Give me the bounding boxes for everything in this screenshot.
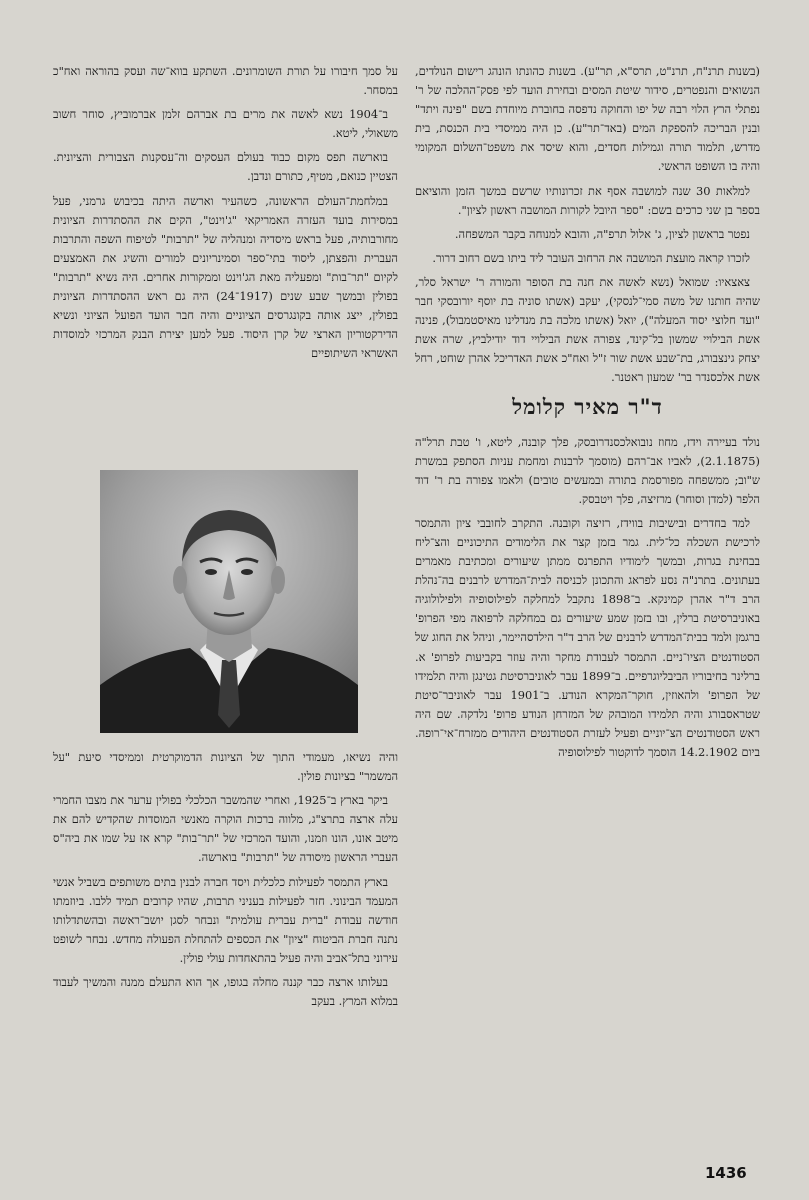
portrait-photo-icon: [100, 470, 358, 733]
bio-title: ד"ר מאיר קלומל: [512, 393, 663, 419]
page-number: 1436: [705, 1164, 747, 1182]
paragraph: (בשנות תרנ"ח, תרנ"ט, תרס"א, תר"ע). בשנות כהונתו הונהג רישום הנולדים, הנשואים והנפטרים, סידור שיטת המסים ובחירת הועד לפי פסק־ההלכה של ר' נפתלי הרץ הלוי רבה של יפו והחוקה נדפסה בחוברת מיוחדת בשם "פינה ויתד" ובנין הבריכה להספקת המים (באד־תר"ע). כן היה ממיסדי בית הכנסת, בית מדרש, תלמוד תורה וגמילות חסדים, והוא שיסד את משפט־השלום המקומי והיה בו השופט הראשי.: [415, 64, 760, 174]
paragraph: למד בחדרים ובישיבות בווידז, רזיצה וקובנה. התקרב לחובבי ציון והתמסר לרכישת השכלה כל־לית. גמר בזמן קצר את הלימודים התיכוניים והצ־ליח בבחינת בגרות, ובמשך לימודיו התפרנס ממתן שיעורים ומכתיבת מאמרים בעתונים. בתרנ"ה נסע לפראג והתכונן לכניסה לבית־המדרש לרבנים בה־נהלת הרב ד"ר אהרן קמינקא. ב־1898 נתקבל למחלקה לפילוסופיה ולפילולוגיה באוניברסיטת ברלין, ובו בזמן שמע שיעורים גם במחלקה לרפואה מפי הפרופ' ברגמן ולמד בבית־המדרש לרבנים של הרב ד"ר הילדסהיימר, וניהל את החוג של הסטודנטים הציו־ניים. התמסר לעבודת מחקר והיה עוזר בקביעות לפרופ' א. ברלינר בחיבוריו הביבליוגרפיים. ב־1899 עבר לאוניברסיטת גטינגן והיה תלמידו של הפרופ' ולהאוזין, חוקר־המקרא הנודע. ב־1901 עבר לאוניבר־סיטת שטראסבורג והיה תלמידו המובהק של המזרחן הנודע פרופ' נלדקה. שם היה ראש הסטודנטים הצ־יוניים ופעיל לעזרת הסטודנטים היהודים ממזרח־אי־רופה. ביום 14.2.1902 הוסמך לדוקטור לפילוסופיה: [415, 515, 760, 759]
left-column-top: [53, 62, 398, 363]
portrait-svg: [100, 470, 358, 733]
paragraph: נולד בעיירה וידז, מחוז נובואלכסנדרובסק, פלך קובנה, ליטא, ו' טבת תרל"ה (2.1.1875), לאביו אב־רהם (מוסמך לרבנות ומחמת עניות הסתפק במשרת ש"וב; ממשפחה מפורסמת בתורה ובמעשים טובים) ולאמו צפורה בת ר' דוד הלפר (למדן וסוחר) מרזיצה, פלך ויטבסק.: [415, 434, 760, 506]
left-column: [53, 62, 398, 368]
paragraph: למלאות 30 שנה למושבה אסף את זכרונותיו שרשם במשך הזמן והוציאם בספר בן שני כרכים בשם: "ספר היובל לקורות המושבה ראשון לציון".: [415, 183, 760, 217]
paragraph: והיה נשיאו, מעמודי התוך של הציונות הדמוקרטית וממיסדי סיעת "על המשמר" בציונות פולין.: [53, 750, 398, 784]
paragraph: צאצאיו: שמואל (נשא לאשה את חנה בת הסופר והמורה ר' ישראל סלר, שהיה חותנו של משה סמי־לנסקי), יעקב (אשתו סוניה בת יוסף יורובסקי חבר "ועד חלוצי יסוד המעלה"), יואל (אשתו מלכה בת מנדלינו מאיסטמבול), פנינה אשת הבילויי שמשון בל־קינד, צפורה אשת הבילויי דוד יודילביץ, שרה אשת יצחק גינצבורג, בת־שבע אשת שור ז"ל ואח"כ אשת האדריכל אהרן שוחט, רחל אשת אלכסנדר בר' שמעון ראטנר.: [415, 274, 760, 385]
paragraph: לזכרו קראה מועצת המושבה את הרחוב העובר ליד ביתו בשם רחוב דרור.: [432, 250, 750, 265]
left-column-bottom: [53, 748, 398, 1016]
paragraph: נפטר בראשון לציון, ג' אלול תרפ"ה, והובא למנוחה בקבר המשפחה.: [454, 226, 750, 241]
paragraph: על סמך חיבורו על תורת השומרונים. השתקע בווא־שה ועסק בהוראה ואח"כ במסחר.: [53, 64, 398, 98]
paragraph: בעלותו ארצה כבר קננה מחלה בגופו, אך הוא התעלם ממנה והמשיך לעבוד במלוא המרץ. בעקב: [53, 975, 398, 1009]
right-column: [415, 62, 760, 767]
paragraph: ב־1904 נשא לאשה את מרים בת אברהם זלמן אברמוביץ, סוחר חשוב משאולי, ליטא.: [53, 107, 398, 141]
paragraph: ביקר בארץ ב־1925, ואחרי שהמשבר הכלכלי בפולין ערער את מצבו החמרי עלה ארצה בתרצ"ג, מלווה ברכות הוקרה מאנשי המוסדות שהקדיש להם את מיטב אונו, הונו וזמנו, והועד המרכזי של "תר־בות" קרא אז על שמו את ביה"ס העברי הראשון מיסודה של "תרבות" בוארשה.: [53, 793, 398, 865]
paragraph: בוארשה תפס מקום כבוד בעולם העסקים וה־עסקנות הצבורית והציונית. הצטיין כנואם, מטיף, כתורם ונדבן.: [53, 150, 398, 184]
paragraph: במלחמת־העולם הראשונה, כשהעיר וארשה היתה בכיבוש גרמני, פעל במסירות בועד העזרה האמריקאי "ג'וינט", הקים את ההסתדרות הציונית מחורבותיה, פעל בראש מיסדיה ומנהליה של "תרבות" לטיפוח השפה והתרבות העברית והפצתן, ליסוד בתי־ספר וסמינריונים למורים והשיג את האמצעים לקיום "תר־בות" ומפעליה מאת הג'וינט וממקורות אחרים. היה נשיא "תרבות" בפולין ובמשך שבע שנים (1917־24) היה גם ראש ההסתדרות הציונית בפולין, ייצג אותה בקונגרסים הציוניים והיה חבר הועד הפועל הציוני ונשיא הדירקטוריון הארצי של קרן היסוד. פעל למען יצירת הבנק המרכזי למוסדות האשראי השיתופיים: [53, 193, 398, 361]
paragraph: בארץ התמסר לפעילות כלכלית ויסד חברה לבנין בתים משותפים בשביל אנשי המעמד הבינוני. חזר לפעילות בעניני תרבות, שהיו קרובים תמיד ללבו. ביוזמתו חודשה עבודת "ברית עברית עולמית" ונבחר לסגן יושב־ראשה ובהשתדלותו נתנה חברת הביטוח "ציון" את הכספים להתחלת הפעולה מחדש. נבחר לשופט עירוני בתל־אביב והיה פעיל בהתאחדות עולי פולין.: [53, 874, 398, 965]
